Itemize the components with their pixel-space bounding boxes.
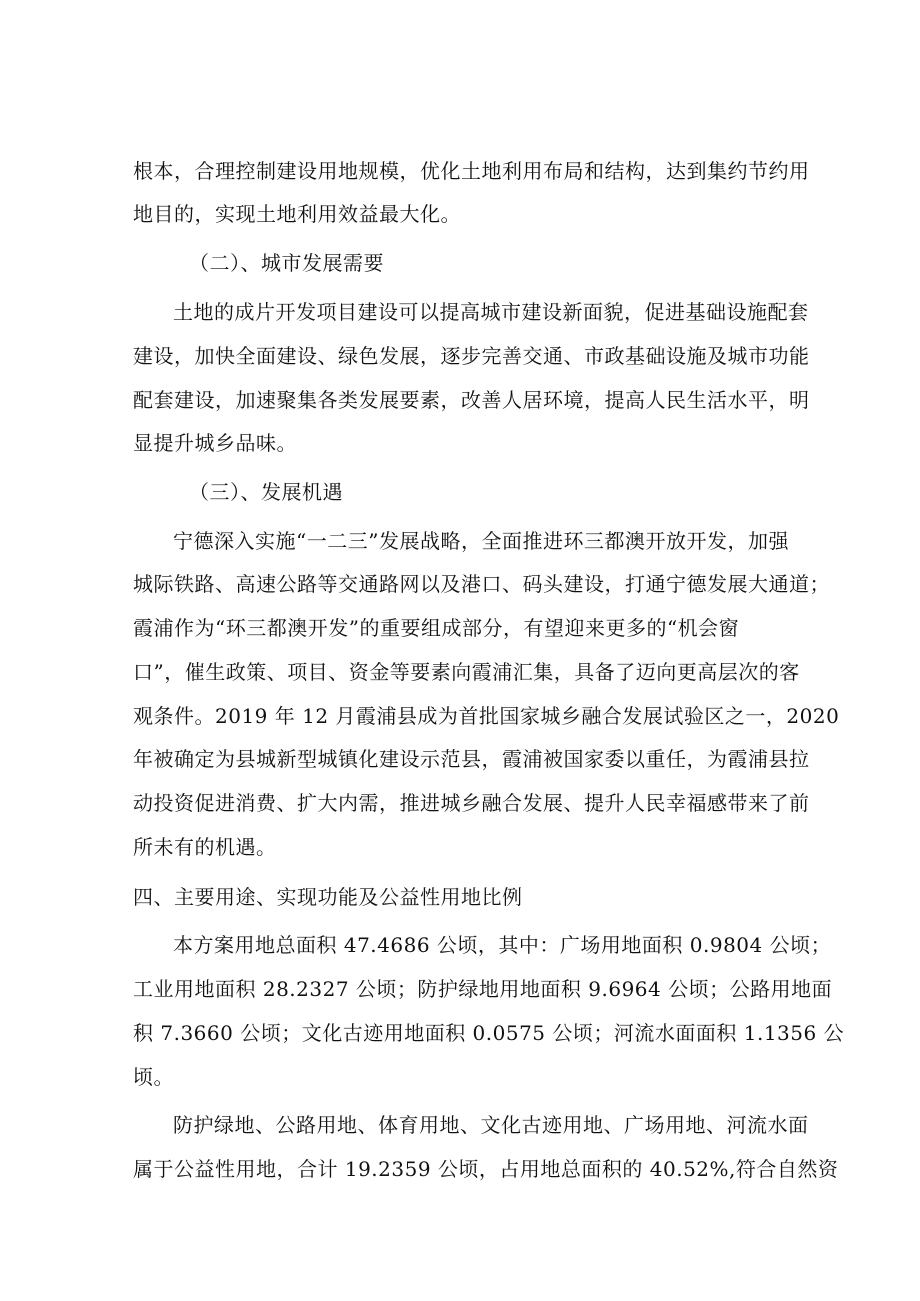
paragraph-line: 建设，加快全面建设、绿色发展，逐步完善交通、市政基础设施及城市功能 — [133, 344, 810, 368]
paragraph-line: 宁德深入实施“一二三”发展战略，全面推进环三都澳开放开发，加强 — [173, 529, 789, 553]
paragraph-line: 城际铁路、高速公路等交通路网以及港口、码头建设，打通宁德发展大通道； — [133, 572, 830, 596]
paragraph-line: 霞浦作为“环三都澳开发”的重要组成部分，有望迎来更多的“机会窗 — [133, 616, 740, 640]
paragraph-line: 根本，合理控制建设用地规模，优化土地利用布局和结构，达到集约节约用 — [133, 159, 810, 183]
paragraph-line: 显提升城乡品味。 — [133, 431, 297, 455]
section-heading: （二）、城市发展需要 — [189, 251, 384, 275]
paragraph-line: 所未有的机遇。 — [133, 835, 277, 859]
paragraph-line: 属于公益性用地，合计 19.2359 公顷，占用地总面积的 40.52%,符合自然资 — [133, 1157, 839, 1181]
paragraph-line: 观条件。2019 年 12 月霞浦县成为首批国家城乡融合发展试验区之一，2020 — [133, 704, 840, 728]
paragraph-line: 配套建设，加速聚集各类发展要素，改善人居环境，提高人民生活水平，明 — [133, 388, 810, 412]
section-heading: （三）、发展机遇 — [189, 480, 343, 504]
paragraph-line: 本方案用地总面积 47.4686 公顷，其中：广场用地面积 0.9804 公顷； — [173, 933, 832, 957]
paragraph-line: 防护绿地、公路用地、体育用地、文化古迹用地、广场用地、河流水面 — [173, 1113, 809, 1137]
paragraph-line: 年被确定为县城新型城镇化建设示范县，霞浦被国家委以重任，为霞浦县拉 — [133, 747, 810, 771]
paragraph-line: 口”，催生政策、项目、资金等要素向霞浦汇集，具备了迈向更高层次的客 — [133, 660, 800, 684]
paragraph-line: 地目的，实现土地利用效益最大化。 — [133, 202, 461, 226]
paragraph-line: 土地的成片开发项目建设可以提高城市建设新面貌，促进基础设施配套 — [173, 300, 809, 324]
paragraph-line: 动投资促进消费、扩大内需，推进城乡融合发展、提升人民幸福感带来了前 — [133, 791, 810, 815]
paragraph-line: 积 7.3660 公顷；文化古迹用地面积 0.0575 公顷；河流水面面积 1.1356 公 — [133, 1021, 845, 1045]
paragraph-line: 工业用地面积 28.2327 公顷；防护绿地用地面积 9.6964 公顷；公路用地面 — [133, 977, 833, 1001]
paragraph-line: 顷。 — [133, 1065, 174, 1089]
section-heading: 四、主要用途、实现功能及公益性用地比例 — [133, 885, 523, 909]
